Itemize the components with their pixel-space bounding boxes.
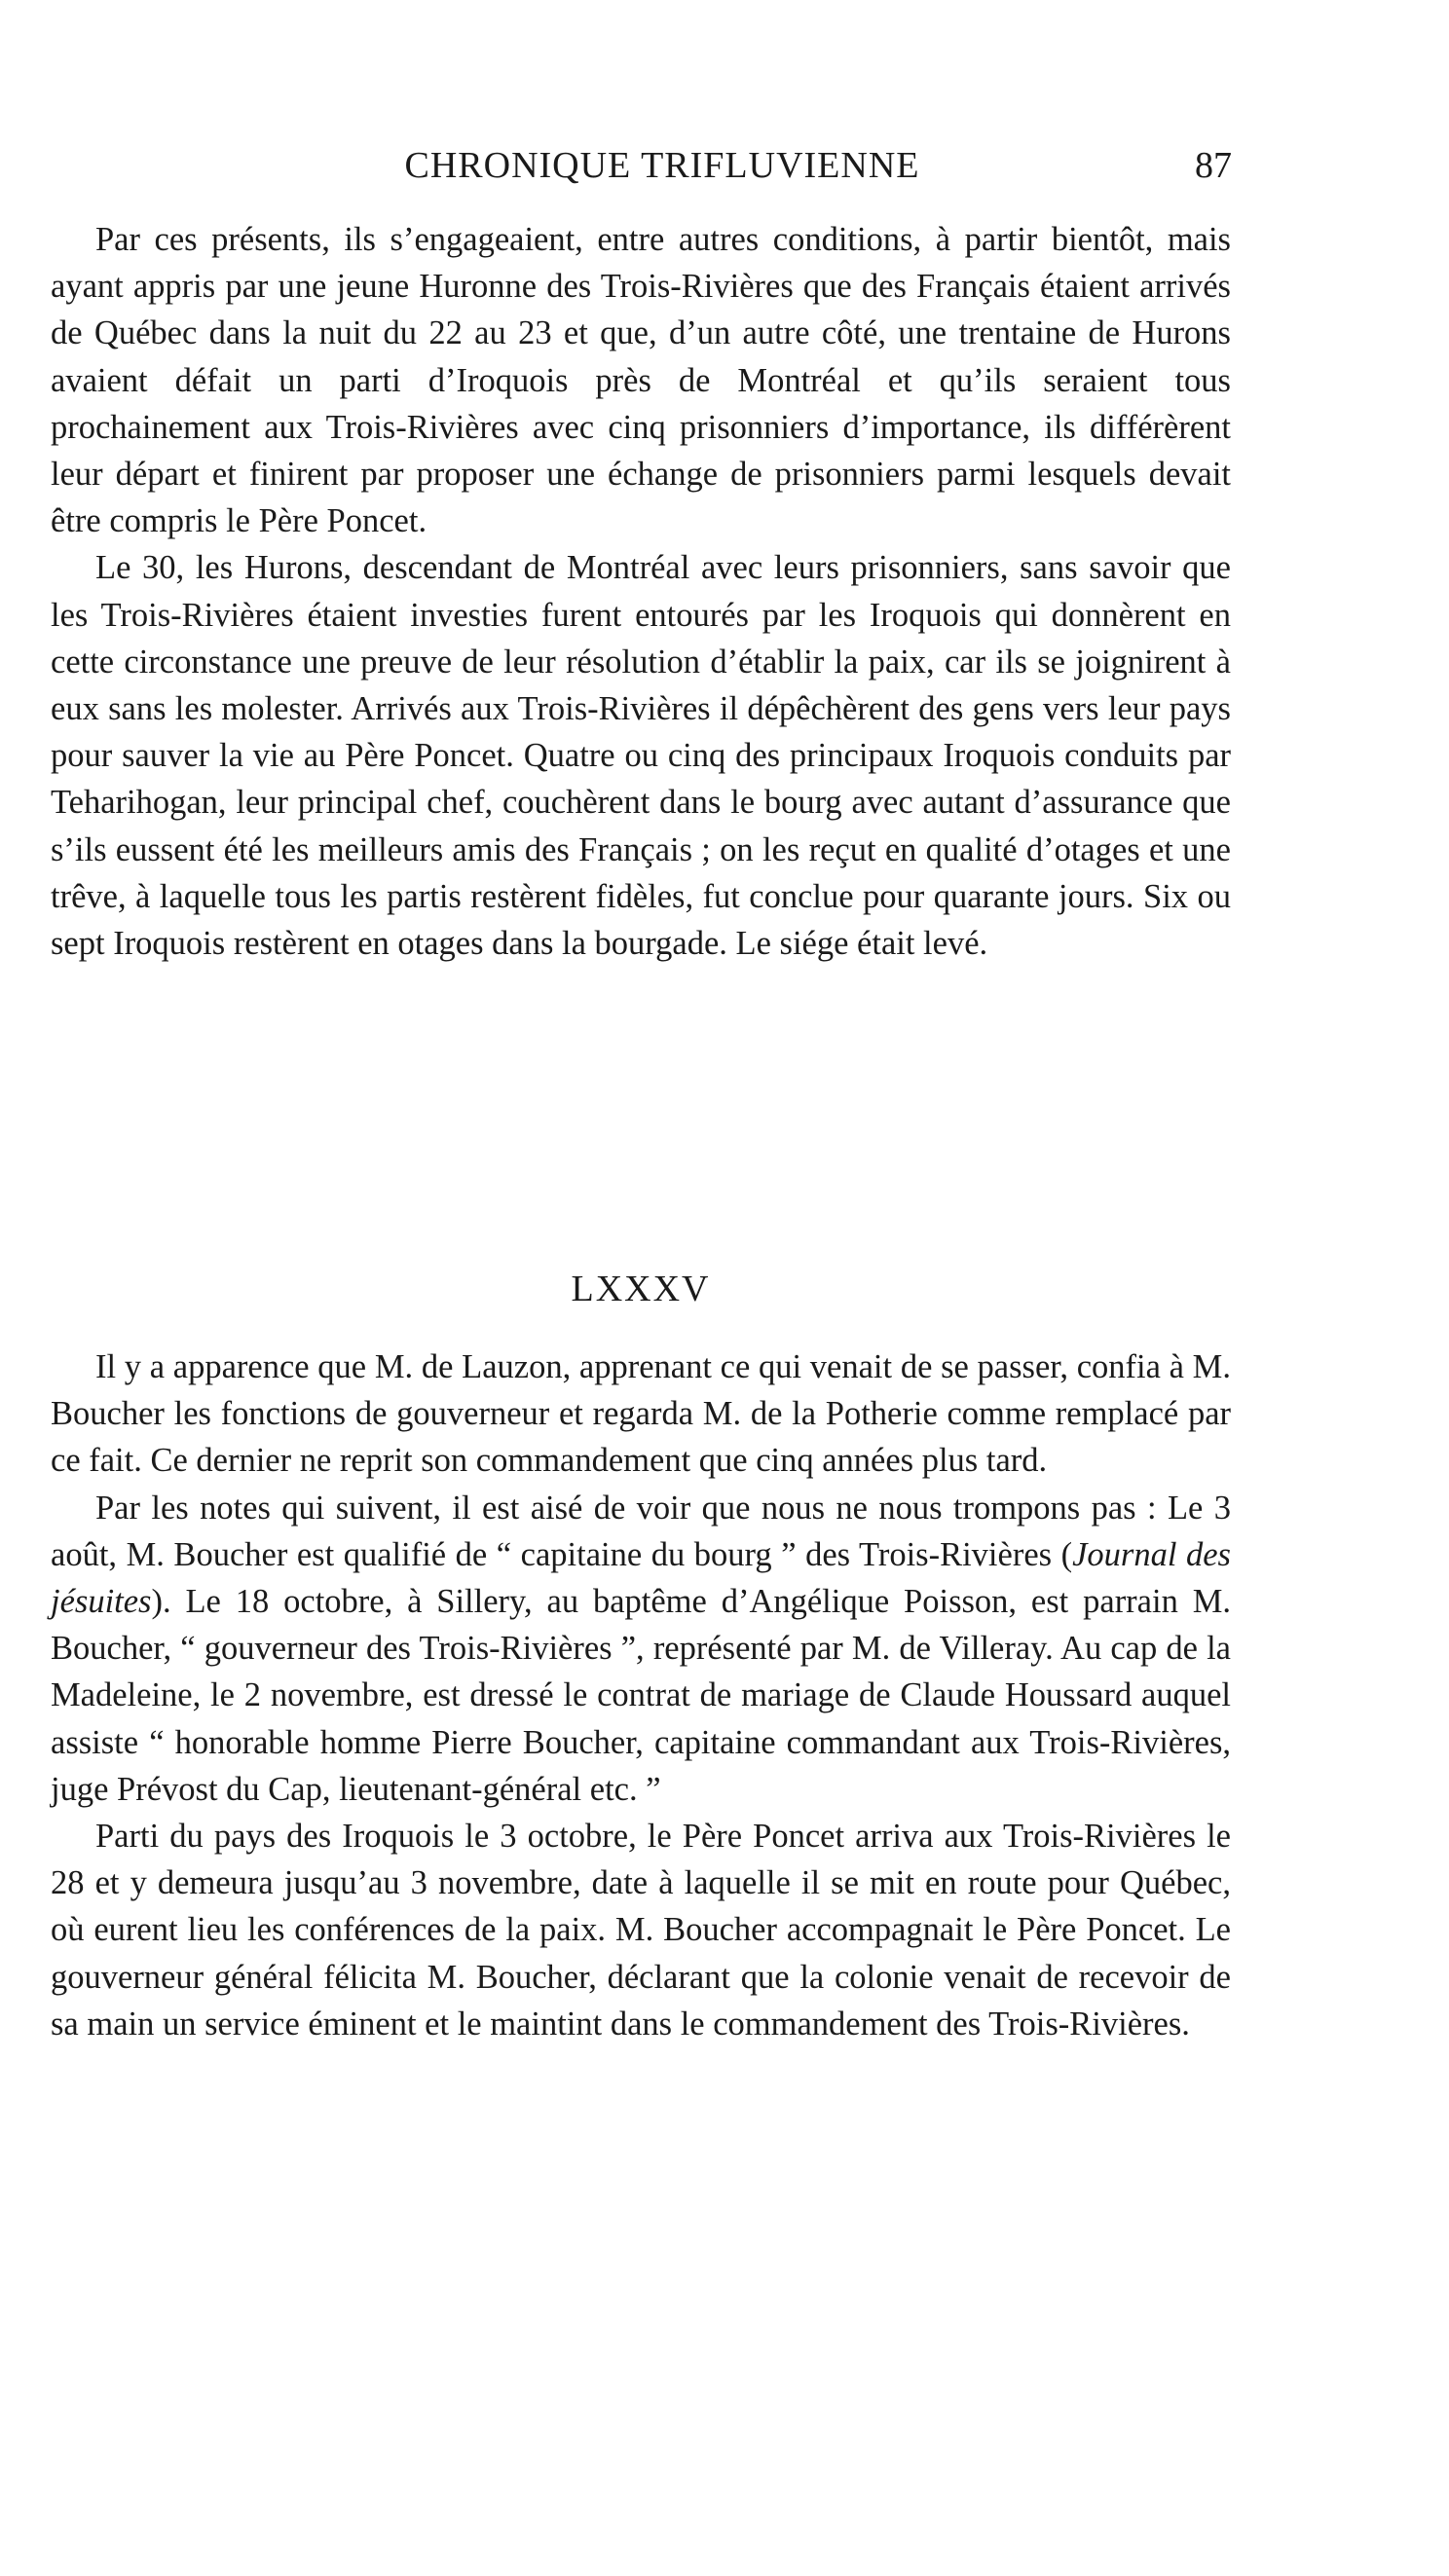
running-head bbox=[93, 144, 1232, 202]
section-2-body bbox=[51, 1343, 1231, 2047]
paragraph: Le 30, les Hurons, descendant de Montréal avec leurs prisonniers, sans savoir que les Trois-Rivières étaient investies furent entourés par les Iroquois qui donnèrent en cette circonstance une preuve de leur résolution d’établir la paix, car ils se joignirent à eux sans les molester. Arrivés aux Trois-Rivières il dépêchèrent des gens vers leur pays pour sauver la vie au Père Poncet. Quatre ou cinq des principaux Iroquois conduits par Teharihogan, leur principal chef, couchèrent dans le bourg avec autant d’assurance que s’ils eussent été les meilleurs amis des Français ; on les reçut en qualité d’otages et une trêve, à laquelle tous les partis restèrent fidèles, fut conclue pour quarante jours. Six ou sept Iroquois restèrent en otages dans la bourgade. Le siége était levé. bbox=[51, 549, 1231, 963]
journal-title: Journal des jésuites bbox=[51, 1535, 1231, 1621]
page-number: 87 bbox=[1195, 145, 1232, 186]
section-1-body bbox=[51, 216, 1231, 967]
paragraph bbox=[51, 1485, 1231, 1813]
paragraph: Il y a apparence que M. de Lauzon, apprenant ce qui venait de se passer, confia à M. Boucher les fonctions de gouverneur et regarda M. de la Potherie comme remplacé par ce fait. Ce dernier ne reprit son commandement que cinq années plus tard. bbox=[51, 1348, 1231, 1480]
paragraph: Parti du pays des Iroquois le 3 octobre, le Père Poncet arriva aux Trois-Rivières le 28 et y demeura jusqu’au 3 novembre, date à laquelle il se mit en route pour Québec, où eurent lieu les conférences de la paix. M. Boucher accompagnait le Père Poncet. Le gouverneur général félicita M. Boucher, déclarant que la colonie venait de recevoir de sa main un service éminent et le maintint dans le commandement des Trois-Rivières. bbox=[51, 1818, 1231, 2042]
section-heading: LXXXV bbox=[571, 1269, 711, 1309]
paragraph-text: ). Le 18 octobre, à Sillery, au baptême d’Angélique Poisson, est parrain M. Boucher, “ gouverneur des Trois-Rivières ”, représenté par M. de Villeray. Au cap de la Madeleine, le 2 novembre, est dressé le contrat de mariage de Claude Houssard auquel assiste “ honorable homme Pierre Boucher, capitaine commandant aux Trois-Rivières, juge Prévost du Cap, lieutenant-général etc. ” bbox=[51, 1583, 1231, 1808]
paragraph: Par ces présents, ils s’engageaient, entre autres conditions, à partir bientôt, mais ayant appris par une jeune Huronne des Trois-Rivières que des Français étaient arrivés de Québec dans la nuit du 22 au 23 et que, d’un autre côté, une trentaine de Hurons avaient défait un parti d’Iroquois près de Montréal et qu’ils seraient tous prochainement aux Trois-Rivières avec cinq prisonniers d’importance, ils différèrent leur départ et finirent par proposer une échange de prisonniers parmi lesquels devait être compris le Père Poncet. bbox=[51, 221, 1231, 540]
running-title: CHRONIQUE TRIFLUVIENNE bbox=[404, 145, 920, 186]
paragraph-text: Par les notes qui suivent, il est aisé de voir que nous ne nous trompons pas : Le 3 août, M. Boucher est qualifié de “ capitaine du bourg ” des Trois-Rivières ( bbox=[51, 1489, 1231, 1573]
